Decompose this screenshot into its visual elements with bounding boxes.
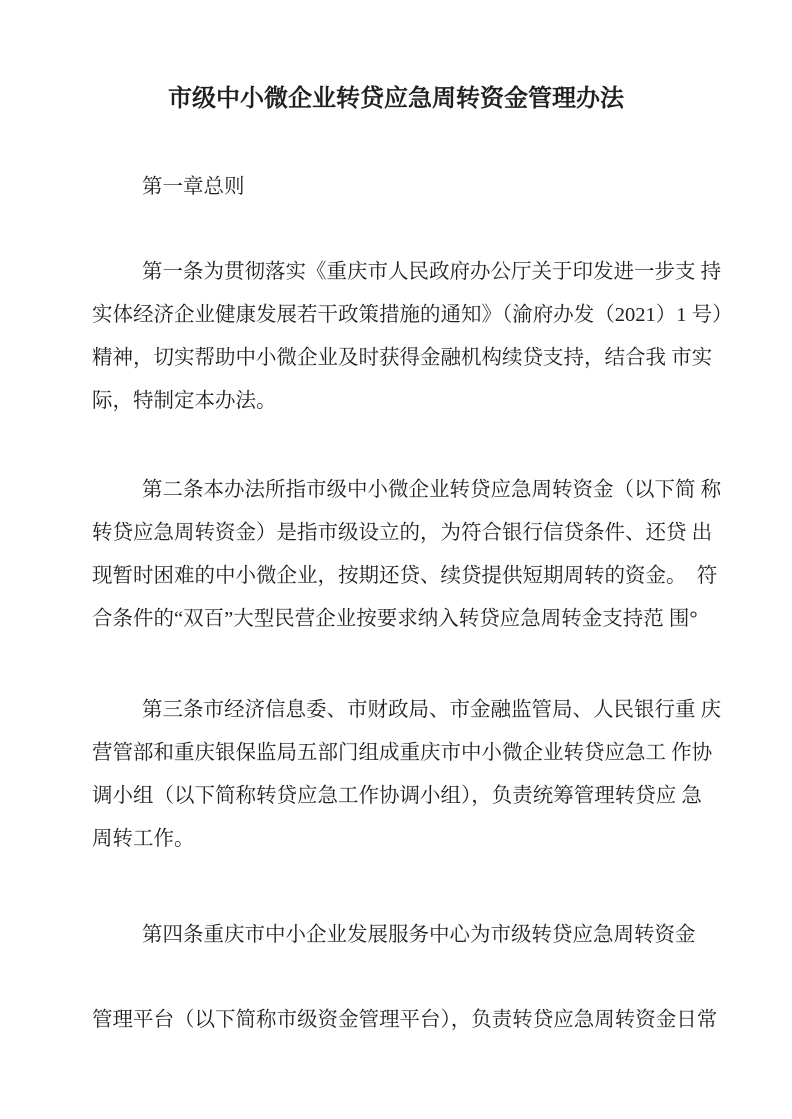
text-line: 转贷应急周转资金）是指市级设立的，为符合银行信贷条件、还贷 出 <box>92 522 713 544</box>
paragraph-article-1 <box>92 251 742 423</box>
text-line: 际，特制定本办法。 <box>92 390 277 412</box>
text-line: 第四条重庆市中小企业发展服务中心为市级转贷应急周转资金 <box>142 924 696 946</box>
text-line: 精神，切实帮助中小微企业及时获得金融机构续贷支持，结合我 市实 <box>92 347 713 369</box>
text-line: 周转工作。 <box>92 828 195 850</box>
chapter-heading: 第一章总则 <box>142 176 245 198</box>
text-line: 营管部和重庆银保监局五部门组成重庆市中小微企业转贷应急工 作协 <box>92 742 713 764</box>
paragraph-article-4 <box>92 914 742 1042</box>
text-line: 第二条本办法所指市级中小微企业转贷应急周转资金（以下简 称 <box>142 479 722 501</box>
text-line: 实体经济企业健康发展若干政策措施的通知》（渝府办发（2021）1 号） <box>92 304 733 326</box>
text-line: 现暂时困难的中小微企业，按期还贷、续贷提供短期周转的资金。 符 <box>92 565 718 587</box>
text-line: 合条件的“双百”大型民营企业按要求纳入转贷应急周转金支持范 围° <box>92 608 698 630</box>
document-title: 市级中小微企业转贷应急周转资金管理办法 <box>168 86 624 112</box>
text-line: 第一条为贯彻落实《重庆市人民政府办公厅关于印发进一步支 持 <box>142 261 722 283</box>
paragraph-article-3 <box>92 689 742 861</box>
paragraph-article-2 <box>92 469 742 641</box>
text-line: 管理平台（以下简称市级资金管理平台），负责转贷应急周转资金日常 <box>92 1009 718 1031</box>
text-line: 第三条市经济信息委、市财政局、市金融监管局、人民银行重 庆 <box>142 699 722 721</box>
text-line: 调小组（以下简称转贷应急工作协调小组），负责统筹管理转贷应 急 <box>92 785 702 807</box>
